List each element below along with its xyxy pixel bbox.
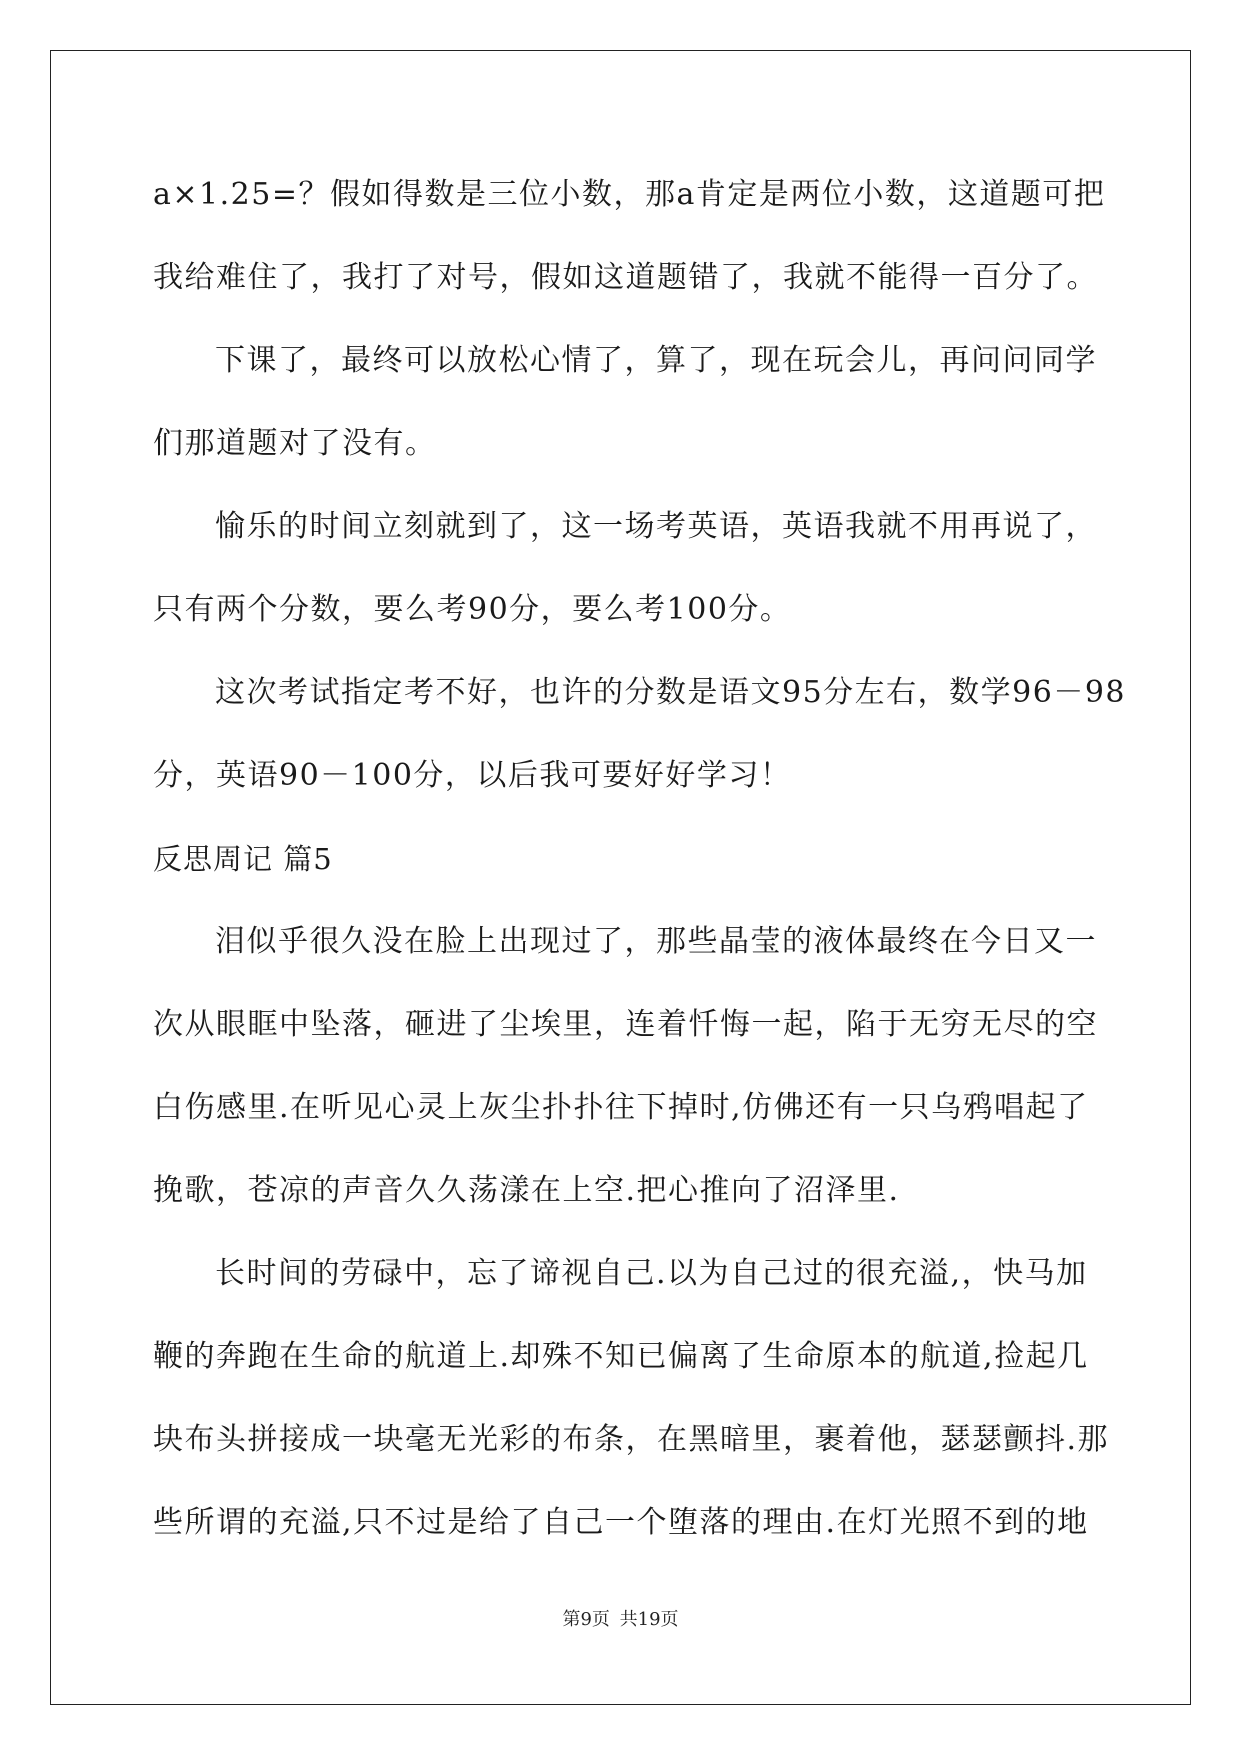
text-line: 分，英语90－100分，以后我可要好好学习！ bbox=[153, 758, 792, 793]
page-footer bbox=[0, 1605, 1241, 1631]
text-line: a×1.25=？假如得数是三位小数，那a肯定是两位小数，这道题可把 bbox=[153, 177, 1106, 212]
text-line: 这次考试指定考不好，也许的分数是语文95分左右，数学96－98 bbox=[215, 675, 1127, 710]
text-line: 白伤感里.在听见心灵上灰尘扑扑往下掉时,仿佛还有一只乌鸦唱起了 bbox=[153, 1090, 1089, 1125]
page-number: 第9页 bbox=[562, 1609, 610, 1630]
text-line: 挽歌，苍凉的声音久久荡漾在上空.把心推向了沼泽里. bbox=[153, 1173, 900, 1208]
text-line: 们那道题对了没有。 bbox=[153, 426, 437, 461]
text-line: 块布头拼接成一块毫无光彩的布条，在黑暗里，裹着他，瑟瑟颤抖.那 bbox=[153, 1422, 1110, 1457]
page-total: 共19页 bbox=[619, 1609, 679, 1630]
text-line: 鞭的奔跑在生命的航道上.却殊不知已偏离了生命原本的航道,捡起几 bbox=[153, 1339, 1089, 1374]
text-line: 只有两个分数，要么考90分，要么考100分。 bbox=[153, 592, 792, 627]
text-line: 下课了，最终可以放松心情了，算了，现在玩会儿，再问问同学 bbox=[215, 343, 1097, 378]
text-line: 泪似乎很久没在脸上出现过了，那些晶莹的液体最终在今日又一 bbox=[215, 924, 1097, 959]
text-line: 我给难住了，我打了对号，假如这道题错了，我就不能得一百分了。 bbox=[153, 260, 1098, 295]
text-line: 些所谓的充溢,只不过是给了自己一个堕落的理由.在灯光照不到的地 bbox=[153, 1505, 1089, 1540]
document-body bbox=[153, 165, 1127, 1576]
section-heading: 反思周记 篇5 bbox=[153, 842, 333, 876]
text-line: 次从眼眶中坠落，砸进了尘埃里，连着忏悔一起，陷于无穷无尽的空 bbox=[153, 1007, 1098, 1042]
text-line: 愉乐的时间立刻就到了，这一场考英语，英语我就不用再说了， bbox=[215, 509, 1097, 544]
text-line: 长时间的劳碌中，忘了谛视自己.以为自己过的很充溢,，快马加 bbox=[215, 1256, 1088, 1291]
